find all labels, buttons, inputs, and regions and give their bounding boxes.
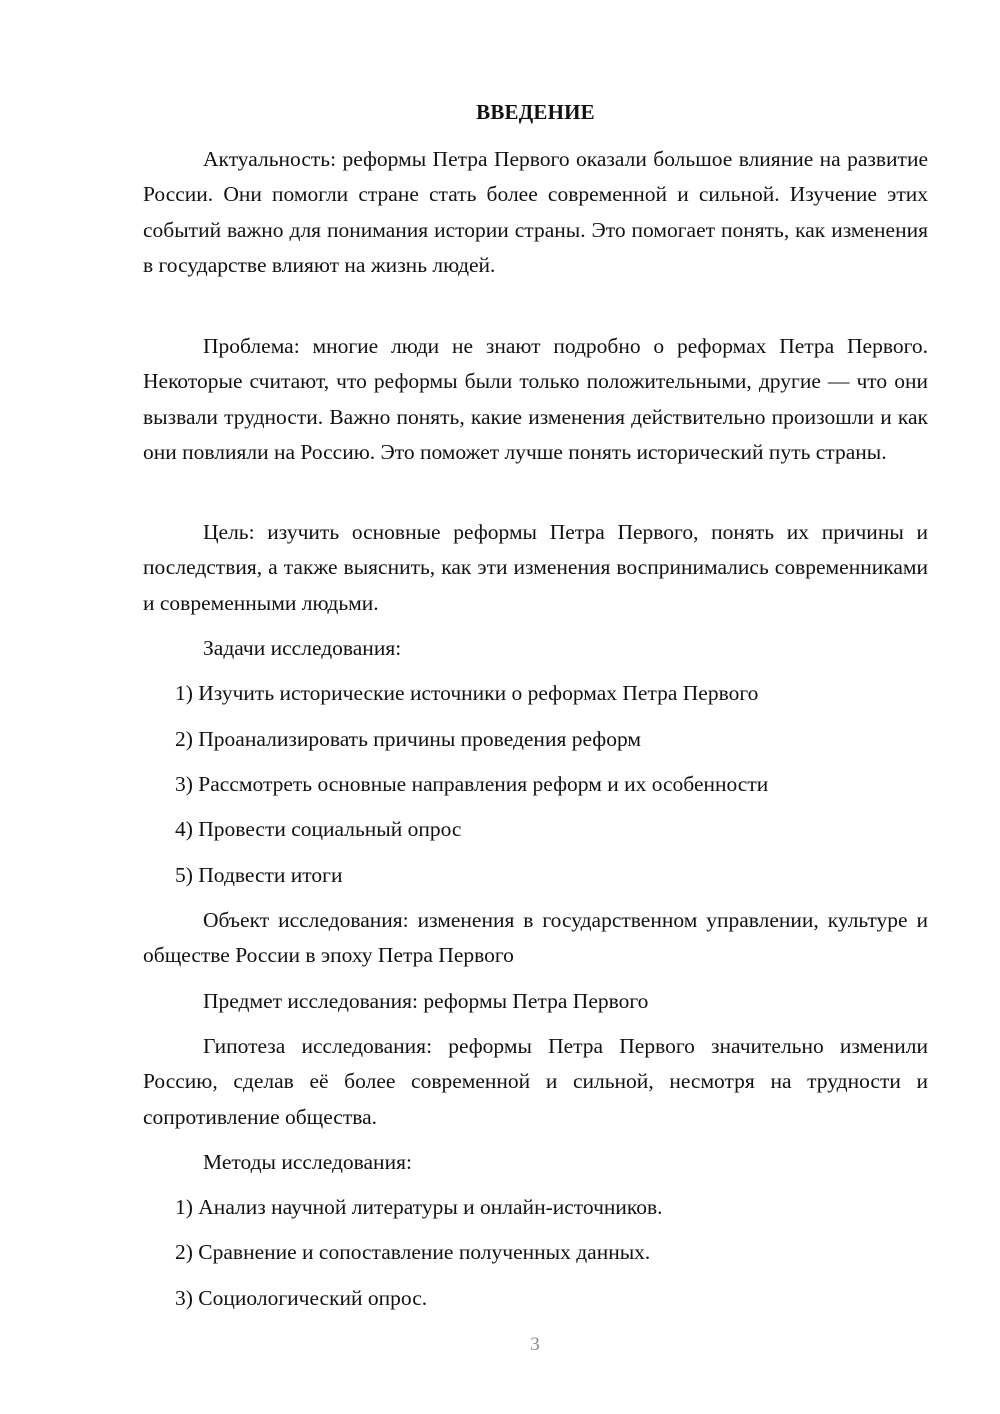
tasks-heading: Задачи исследования: (203, 636, 402, 660)
list-item: 4) Провести социальный опрос (175, 817, 462, 841)
goal-paragraph: Цель: изучить основные реформы Петра Первого, понять их причины и последствия, а также выяснить, как эти изменения воспринимались современниками и современными людьми. (143, 520, 928, 615)
problem-paragraph: Проблема: многие люди не знают подробно о реформах Петра Первого. Некоторые считают, что реформы были только положительными, другие — что они вызвали трудности. Важно понять, какие изменения действительно произошли и как они повлияли на Россию. Это поможет лучше понять исторический путь страны. (143, 334, 928, 464)
page-title: ВВЕДЕНИЕ (476, 100, 595, 124)
list-item: 2) Сравнение и сопоставление полученных данных. (175, 1240, 651, 1264)
methods-heading: Методы исследования: (203, 1150, 412, 1174)
subject-paragraph: Предмет исследования: реформы Петра Первого (203, 989, 649, 1013)
list-item: 5) Подвести итоги (175, 863, 343, 887)
list-item: 3) Рассмотреть основные направления реформ и их особенности (175, 772, 769, 796)
object-paragraph: Объект исследования: изменения в государственном управлении, культуре и обществе России в эпоху Петра Первого (143, 908, 928, 968)
list-item: 2) Проанализировать причины проведения реформ (175, 727, 641, 751)
relevance-paragraph: Актуальность: реформы Петра Первого оказали большое влияние на развитие России. Они помогли стране стать более современной и сильной. Изучение этих событий важно для понимания истории страны. Это помогает понять, как изменения в государстве влияют на жизнь людей. (143, 147, 928, 277)
list-item: 3) Социологический опрос. (175, 1286, 428, 1310)
page-number: 3 (530, 1334, 540, 1355)
hypothesis-paragraph: Гипотеза исследования: реформы Петра Первого значительно изменили Россию, сделав её более современной и сильной, несмотря на трудности и сопротивление общества. (143, 1034, 928, 1129)
list-item: 1) Анализ научной литературы и онлайн-источников. (175, 1195, 663, 1219)
list-item: 1) Изучить исторические источники о реформах Петра Первого (175, 681, 759, 705)
